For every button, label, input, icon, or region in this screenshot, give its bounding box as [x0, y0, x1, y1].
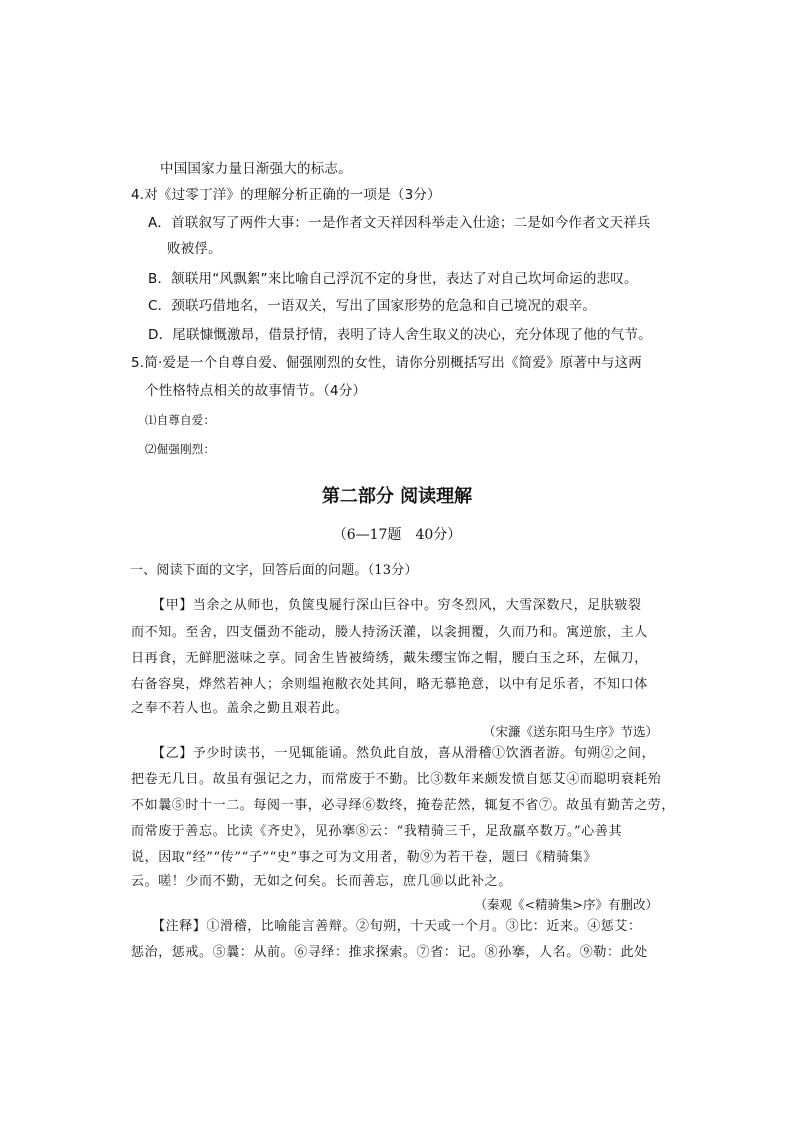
question-5-sub-2: ⑵倔强刚烈：	[145, 442, 216, 456]
question-4-option-d: D．尾联慷慨激昂，借景抒情，表明了诗人舍生取义的决心，充分体现了他的气节。	[148, 327, 652, 343]
passage-b-line: 【乙】予少时读书，一见辄能诵。然负此自放，喜从滑稽①饮酒者游。旬朔②之间，	[152, 746, 656, 761]
question-4-stem: 4.对《过零丁洋》的理解分析正确的一项是（3分）	[131, 187, 441, 203]
question-4-option-a: A．首联叙写了两件大事：一是作者文天祥因科举走入仕途；二是如今作者文天祥兵	[148, 215, 651, 231]
passage-a-line: 之奉不若人也。盖余之勤且艰若此。	[131, 701, 349, 716]
passage-b-line: 不如曩⑤时十一二。每阅一事，必寻绎⑥数终，掩卷茫然，辄复不省⑦。故虽有勤苦之劳，	[131, 798, 676, 813]
part-title: 第二部分 阅读理解	[321, 486, 473, 507]
passage-b-line: 而常废于善忘。比读《齐史》，见孙搴⑧云：“我精骑三千，足敌羸卒数万。”心善其	[131, 824, 623, 839]
question-5-stem-cont: 个性格特点相关的故事情节。（4分）	[145, 383, 367, 399]
question-5-sub-1: ⑴自尊自爱：	[145, 413, 216, 427]
part-subtitle: （6—17题 40分）	[332, 527, 462, 543]
passage-b-line: 把卷无几日。故虽有强记之力，而常废于不勤。比③数年来颇发愤自惩艾④而聪明衰耗殆	[131, 772, 662, 787]
passage-a-line: 【甲】当余之从师也，负箧曳屣行深山巨谷中。穷冬烈风，大雪深数尺，足肤皲裂	[152, 598, 642, 613]
question-5-stem: 5.简·爱是一个自尊自爱、倔强刚烈的女性，请你分别概括写出《简爱》原著中与这两	[131, 355, 642, 371]
section-heading: 一、阅读下面的文字，回答后面的问题。（13分）	[130, 563, 418, 578]
question-4-option-b: B．颔联用“风飘絮”来比喻自己浮沉不定的身世，表达了对自己坎坷命运的悲叹。	[148, 271, 638, 287]
passage-b-line: 云。嗟！少而不勤，无如之何矣。长而善忘，庶几⑩以此补之。	[131, 874, 512, 889]
text-line: 中国国家力量日渐强大的标志。	[160, 161, 352, 177]
passage-b-source: （秦观《<精骑集>序》有删改）	[474, 897, 658, 912]
passage-a-line: 而不知。至舍，四支僵劲不能动，媵人持汤沃灌，以衾拥覆，久而乃和。寓逆旅，主人	[131, 625, 648, 640]
passage-a-line: 日再食，无鲜肥滋味之享。同舍生皆被绮绣，戴朱缨宝饰之帽，腰白玉之环，左佩刀，	[131, 651, 648, 666]
notes-line: 惩治，惩戒。⑤曩：从前。⑥寻绎：推求探索。⑦省：记。⑧孙搴，人名。⑨勒：此处	[131, 945, 648, 960]
question-4-option-c: C．颈联巧借地名，一语双关，写出了国家形势的危急和自己境况的艰辛。	[148, 298, 597, 314]
question-4-option-a-cont: 败被俘。	[167, 241, 222, 257]
passage-b-line: 说，因取“经”“传”“子”“史”事之可为文用者，勒⑨为若干卷，题曰《精骑集》	[131, 850, 597, 865]
notes-line: 【注释】①滑稽，比喻能言善辩。②旬朔，十天或一个月。③比：近来。④惩艾：	[152, 919, 642, 934]
passage-a-line: 右备容臭，烨然若神人；余则缊袍敝衣处其间，略无慕艳意，以中有足乐者，不知口体	[131, 677, 648, 692]
passage-a-source: （宋濂《送东阳马生序》节选）	[482, 724, 658, 739]
